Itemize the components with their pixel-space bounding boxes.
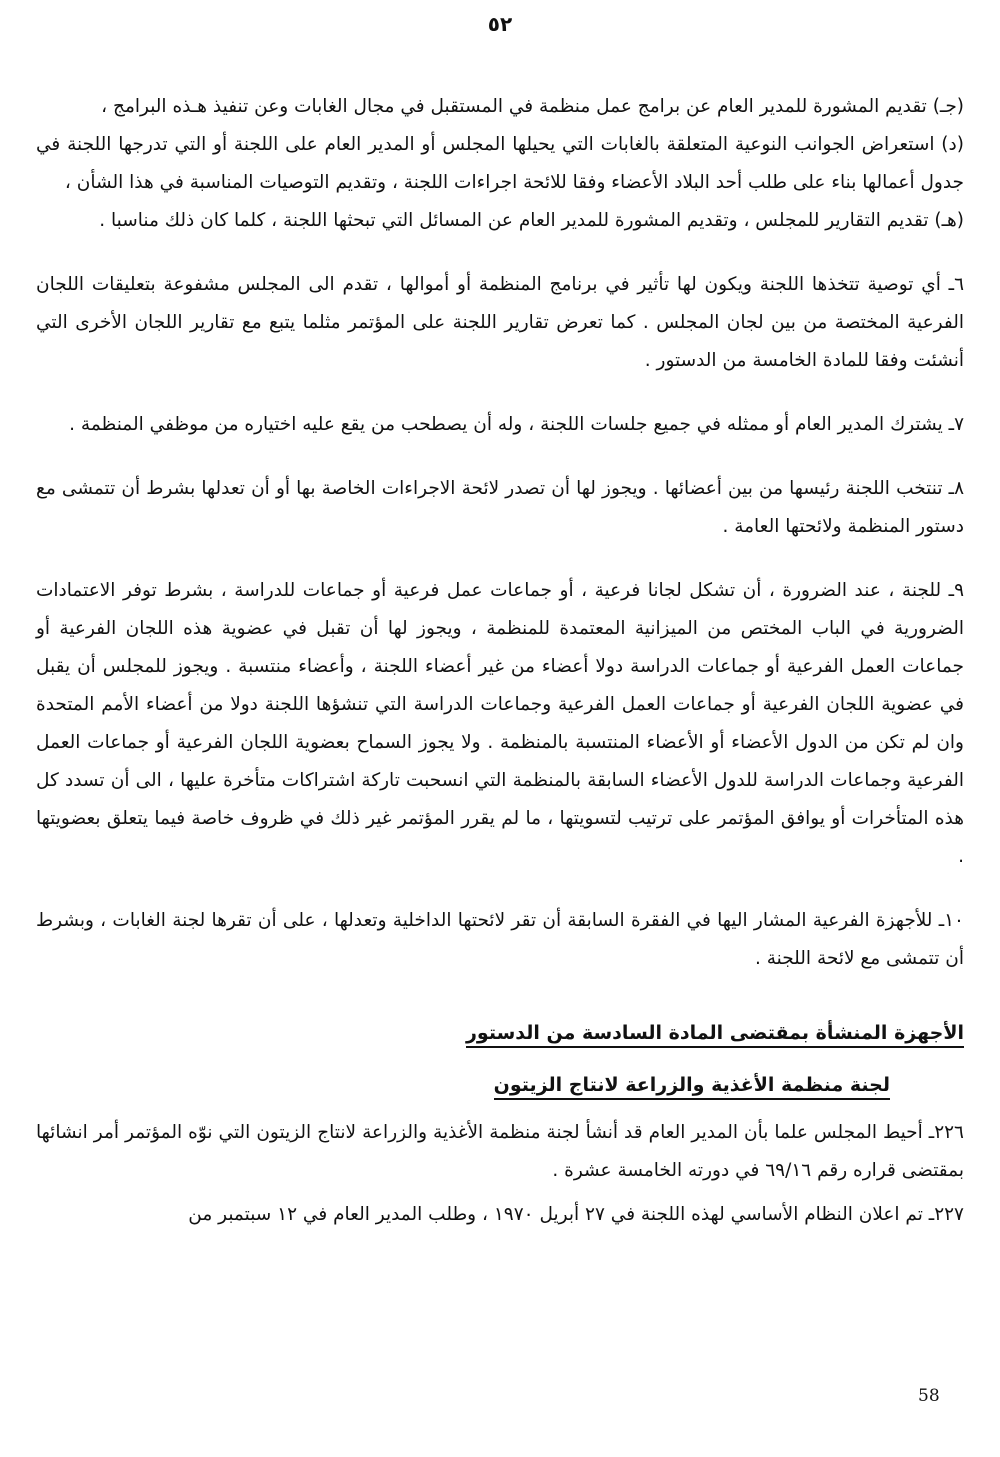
paragraph-10: ١٠ـ للأجهزة الفرعية المشار اليها في الفقرة السابقة أن تقر لائحتها الداخلية وتعدلها ، على أن تقرها لجنة الغابات ، وبشرط أن تتمشى مع لائحة اللجنة . [36,910,964,969]
section-heading [36,1014,964,1052]
section-subheading [36,1066,890,1104]
section-subheading-text: لجنة منظمة الأغذية والزراعة لانتاج الزيتون [494,1074,890,1100]
clause-d: (د) استعراض الجوانب النوعية المتعلقة بالغابات التي يحيلها المجلس أو المدير العام على اللجنة أو التي تدرجها اللجنة في جدول أعمالها بناء على طلب أحد البلاد الأعضاء وفقا للائحة اجراءات اللجنة ، وتقديم التوصيات المناسبة في هذا الشأن ، [36,134,964,193]
paragraph-7: ٧ـ يشترك المدير العام أو ممثله في جميع جلسات اللجنة ، وله أن يصطحب من يقع عليه اختياره من موظفي المنظمة . [69,414,964,435]
paragraph-8: ٨ـ تنتخب اللجنة رئيسها من بين أعضائها . ويجوز لها أن تصدر لائحة الاجراءات الخاصة بها أو أن تعدلها بشرط أن تتمشى مع دستور المنظمة ولائحتها العامة . [36,478,964,537]
clause-e: (هـ) تقديم التقارير للمجلس ، وتقديم المشورة للمدير العام عن المسائل التي تبحثها اللجنة ، كلما كان ذلك مناسبا . [99,210,964,231]
clause-c: (جـ) تقديم المشورة للمدير العام عن برامج عمل منظمة في المستقبل في مجال الغابات وعن تنفيذ هـذه البرامج ، [101,96,964,117]
paragraph-226: ٢٢٦ـ أحيط المجلس علما بأن المدير العام قد أنشأ لجنة منظمة الأغذية والزراعة لانتاج الزيتون التي نوّه المؤتمر أمر انشائها بمقتضى قراره رقم ٦٩/١٦ في دورته الخامسة عشرة . [36,1122,964,1181]
paragraph-6: ٦ـ أي توصية تتخذها اللجنة ويكون لها تأثير في برنامج المنظمة أو أموالها ، تقدم الى المجلس مشفوعة بتعليقات اللجان الفرعية المختصة من بين لجان المجلس . كما تعرض تقارير اللجنة على المؤتمر مثلما يتبع مع تقارير اللجان الأخرى التي أنشئت وفقا للمادة الخامسة من الدستور . [36,274,964,371]
paragraph-227: ٢٢٧ـ تم اعلان النظام الأساسي لهذه اللجنة في ٢٧ أبريل ١٩٧٠ ، وطلب المدير العام في ١٢ سبتمبر من [188,1204,964,1225]
paragraph-9: ٩ـ للجنة ، عند الضرورة ، أن تشكل لجانا فرعية ، أو جماعات عمل فرعية أو جماعات للدراسة ، بشرط توفر الاعتمادات الضرورية في الباب المختص من الميزانية المعتمدة للمنظمة ، ويجوز لها أن تقبل في عضوية هذه اللجان الفرعية أو جماعات العمل الفرعية أو جماعات الدراسة دولا أعضاء من غير أعضاء اللجنة ، وأعضاء منتسبة . ويجوز للمجلس أن يقبل في عضوية اللجان الفرعية أو جماعات العمل الفرعية وجماعات الدراسة التي تنشؤها اللجنة دولا من أعضاء الأمم المتحدة وان لم تكن من الدول الأعضاء أو الأعضاء المنتسبة بالمنظمة . ولا يجوز السماح بعضوية اللجان الفرعية أو جماعات العمل الفرعية وجماعات الدراسة للدول الأعضاء السابقة بالمنظمة التي انسحبت تاركة اشتراكات متأخرة عليها ، الى أن تسدد كل هذه المتأخرات أو يوافق المؤتمر على ترتيب لتسويتها ، ما لم يقرر المؤتمر غير ذلك في ظروف خاصة فيما يتعلق بعضويتها . [36,580,964,867]
section-heading-text: الأجهزة المنشأة بمقتضى المادة السادسة من الدستور [466,1022,964,1048]
page-number-bottom: 58 [918,1386,940,1406]
page-number-top: ٥٢ [487,12,513,36]
document-body [36,88,964,1240]
